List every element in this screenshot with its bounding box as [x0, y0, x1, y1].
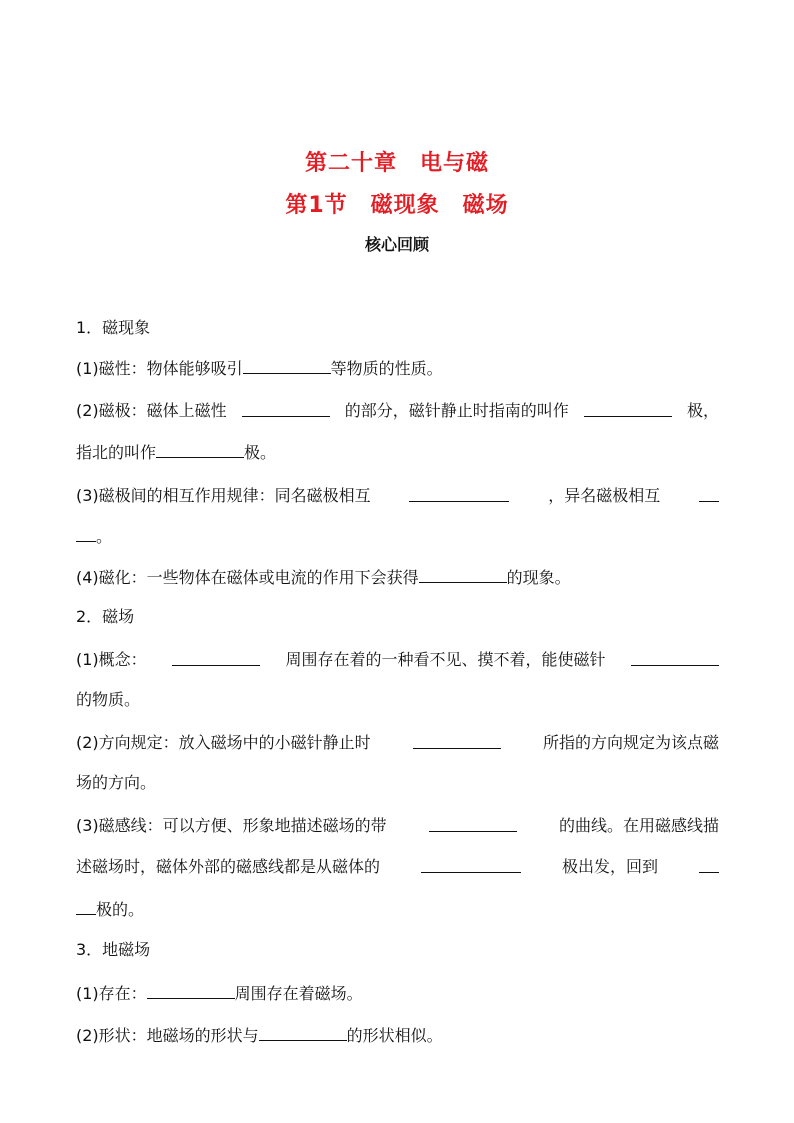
answer-blank[interactable]: [429, 816, 517, 832]
answer-blank[interactable]: [76, 899, 96, 915]
item-direction: (2)方向规定：放入磁场中的小磁针静止时 所指的方向规定为该点磁: [76, 733, 719, 752]
answer-blank[interactable]: [409, 486, 509, 502]
item-direction-cont: 场的方向。: [76, 773, 157, 792]
item-magnetization: (4)磁化：一些物体在磁体或电流的作用下会获得 的现象。: [76, 568, 571, 587]
item-concept-cont: 的物质。: [76, 690, 141, 709]
item-magnetic-pole-cont: 指北的叫作 极。: [76, 443, 277, 462]
item-pole-interaction: (3)磁极间的相互作用规律：同名磁极相互 ，异名磁极相互: [76, 486, 719, 506]
answer-blank[interactable]: [172, 650, 260, 666]
item-field-lines-cont: 述磁场时，磁体外部的磁感线都是从磁体的 极出发，回到: [76, 857, 719, 877]
answer-blank[interactable]: [243, 358, 331, 374]
item-shape: (2)形状：地磁场的形状与 的形状相似。: [76, 1026, 443, 1045]
item-field-lines-end: 极的。: [76, 899, 144, 920]
item-field-lines: (3)磁感线：可以方便、形象地描述磁场的带 的曲线。在用磁感线描: [76, 816, 719, 835]
item-pole-interaction-cont: 。: [76, 526, 112, 547]
answer-blank[interactable]: [413, 733, 501, 749]
answer-blank[interactable]: [631, 650, 719, 666]
answer-blank[interactable]: [76, 526, 96, 542]
item-existence: (1)存在： 周围存在着磁场。: [76, 984, 363, 1003]
heading-magnetic-phenomena: 1．磁现象: [76, 318, 151, 337]
answer-blank[interactable]: [156, 442, 244, 458]
answer-blank[interactable]: [242, 401, 330, 417]
heading-magnetic-field: 2．磁场: [76, 607, 135, 626]
heading-geomagnetic-field: 3．地磁场: [76, 940, 151, 959]
item-magnetic-pole: (2)磁极：磁体上磁性 的部分，磁针静止时指南的叫作 极，: [76, 401, 719, 420]
item-concept: (1)概念： 周围存在着的一种看不见、摸不着，能使磁针: [76, 650, 719, 670]
core-review-heading: 核心回顾: [364, 235, 429, 254]
answer-blank[interactable]: [699, 486, 719, 502]
chapter-title: 第二十章 电与磁: [304, 151, 489, 176]
item-magnetism: (1)磁性：物体能够吸引 等物质的性质。: [76, 359, 443, 378]
answer-blank[interactable]: [147, 983, 235, 999]
answer-blank[interactable]: [584, 401, 672, 417]
answer-blank[interactable]: [419, 567, 507, 583]
answer-blank[interactable]: [421, 857, 521, 873]
answer-blank[interactable]: [259, 1025, 347, 1041]
section-title: 第1节 磁现象 磁场: [285, 193, 509, 218]
answer-blank[interactable]: [699, 857, 719, 873]
